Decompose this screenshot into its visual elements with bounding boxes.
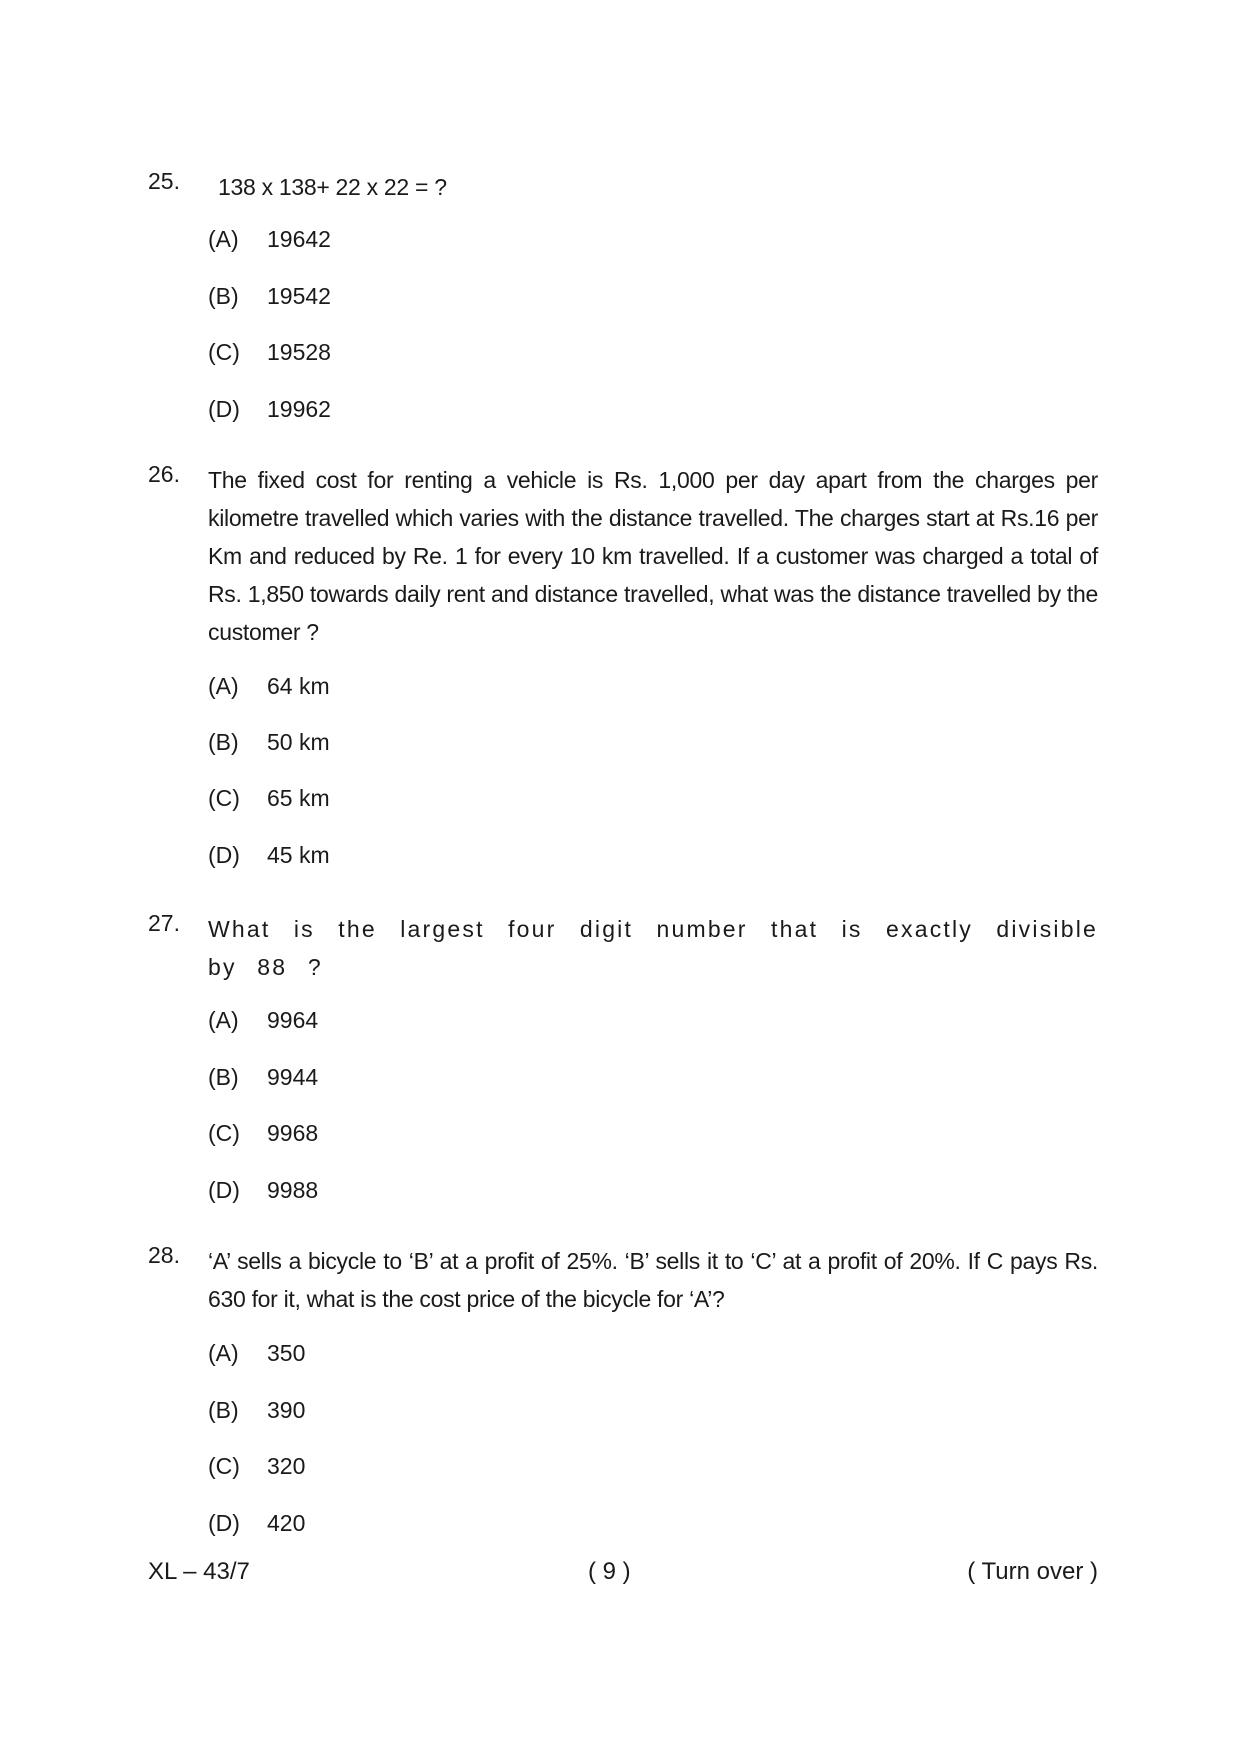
option-label: (C) <box>208 785 240 811</box>
option-label: (B) <box>208 729 239 755</box>
question-text: What is the largest four digit number that is exactly divisible by 88 ? <box>208 916 1098 980</box>
question-number: 26. <box>148 461 180 487</box>
option-label: (C) <box>208 1453 240 1479</box>
option-value: 64 km <box>267 673 330 699</box>
question-text: ‘A’ sells a bicycle to ‘B’ at a profit of 25%. ‘B’ sells it to ‘C’ at a profit of 20%. If C pays Rs. 630 for it, what is the cost price of the bicycle for ‘A’? <box>208 1248 1098 1312</box>
option-label: (D) <box>208 1177 240 1203</box>
question-number: 25. <box>148 168 180 194</box>
option-value: 19642 <box>267 226 331 252</box>
option-label: (A) <box>208 226 239 252</box>
turn-over-note: ( Turn over ) <box>967 1558 1098 1585</box>
option-value: 320 <box>267 1453 306 1479</box>
option-label: (D) <box>208 1510 240 1536</box>
option-label: (B) <box>208 1064 239 1090</box>
option-label: (A) <box>208 1340 239 1366</box>
option-label: (D) <box>208 396 240 422</box>
option-label: (D) <box>208 842 240 868</box>
page-number: ( 9 ) <box>588 1558 631 1585</box>
option-label: (B) <box>208 1397 239 1423</box>
option-label: (A) <box>208 1007 239 1033</box>
option-value: 420 <box>267 1510 306 1536</box>
option-label: (B) <box>208 283 239 309</box>
option-value: 9988 <box>267 1177 319 1203</box>
option-value: 9968 <box>267 1120 319 1146</box>
question-number: 27. <box>148 910 180 936</box>
option-value: 350 <box>267 1340 306 1366</box>
option-value: 45 km <box>267 842 330 868</box>
question-number: 28. <box>148 1242 180 1268</box>
question-text: The fixed cost for renting a vehicle is Rs. 1,000 per day apart from the charges per kilometre travelled which varies with the distance travelled. The charges start at Rs.16 per Km and reduced by Re. 1 for every 10 km travelled. If a customer was charged a total of Rs. 1,850 towards daily rent and distance travelled, what was the distance travelled by the customer ? <box>208 467 1098 645</box>
option-value: 19528 <box>267 339 331 365</box>
option-value: 19962 <box>267 396 331 422</box>
option-value: 9944 <box>267 1064 319 1090</box>
option-value: 65 km <box>267 785 330 811</box>
option-value: 50 km <box>267 729 330 755</box>
option-label: (A) <box>208 673 239 699</box>
option-value: 9964 <box>267 1007 319 1033</box>
option-value: 390 <box>267 1397 306 1423</box>
option-label: (C) <box>208 1120 240 1146</box>
option-value: 19542 <box>267 283 331 309</box>
paper-code: XL – 43/7 <box>148 1558 250 1585</box>
option-label: (C) <box>208 339 240 365</box>
question-text: 138 x 138+ 22 x 22 = ? <box>218 174 447 200</box>
